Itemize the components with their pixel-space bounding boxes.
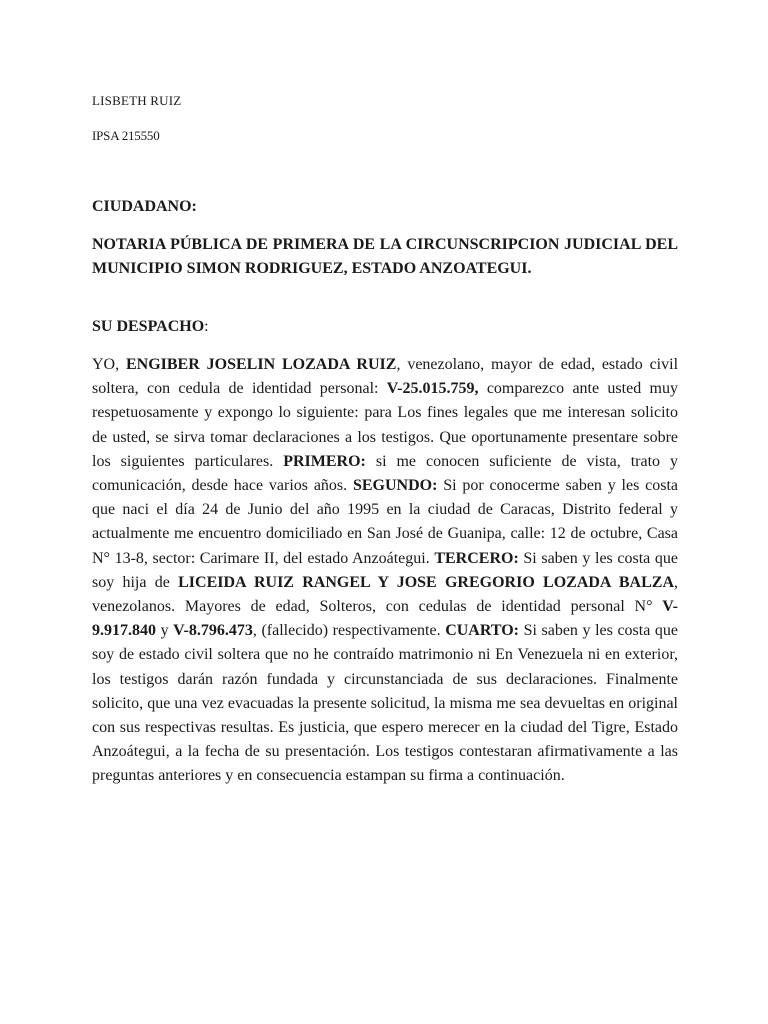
body-text-run: , venezolanos. Mayores de edad, Solteros, con cedulas de identidad personal N°: [92, 573, 678, 616]
addressee-block: NOTARIA PÚBLICA DE PRIMERA DE LA CIRCUNSCRIPCION JUDICIAL DEL MUNICIPIO SIMON RODRIGUEZ, ESTADO ANZOATEGUI.: [92, 236, 678, 277]
sender-id: IPSA 215550: [92, 128, 160, 143]
body-bold-run: ENGIBER JOSELIN LOZADA RUIZ: [125, 356, 397, 373]
body-bold-run: TERCERO:: [434, 549, 519, 567]
body-text-run: Si por conocerme saben y les costa que naci el día 24 de Junio del año 1995 en la ciudad de Caracas, Distrito federal y actualmente me encuentro domiciliado en San José de Guanipa, calle: 12 de octubre, Casa N° 13-8, sector: Carimare II, del estado Anzoátegui.: [92, 477, 678, 567]
body-text-run: si me conocen suficiente de vista, trato y comunicación, desde hace varios años.: [92, 452, 679, 495]
body-bold-run: SEGUNDO:: [352, 477, 438, 495]
body-bold-run: V-8.796.473: [173, 622, 253, 640]
salutation: CIUDADANO:: [92, 198, 197, 215]
body-text-run: Si saben y les costa que soy hija de: [92, 549, 678, 591]
body-text-run: Si saben y les costa que soy de estado civil soltera que no he contraído matrimonio ni En Venezuela ni en exterior, los testigos darán razón fundada y circunstanciada de sus declaraciones. Finalmente solicito, que una vez evacuadas la presente solicitud, la misma me sea devueltas en original con sus respectivas resultas. Es justicia, que espero merecer en la ciudad del Tigre, Estado Anzoátegui, a la fecha de su presentación. Los testigos contestaran afirmativamente a las preguntas anteriores y en consecuencia estampan su firma a continuación.: [92, 622, 679, 785]
body-text-run: , venezolano, mayor de edad, estado civil soltera, con cedula de identidad personal:: [92, 356, 679, 398]
body-text-run: y: [156, 622, 174, 640]
body-text-run: comparezco ante usted muy respetuosamente y expongo lo siguiente: para Los fines legales que me interesan solicito de usted, se sirva tomar declaraciones a los testigos. Que oportunamente presentare sobre los siguientes particulares.: [92, 380, 678, 470]
body-bold-run: CUARTO:: [445, 622, 519, 640]
despacho-line: [92, 318, 209, 336]
body-bold-run: PRIMERO:: [283, 452, 366, 470]
sender-name: LISBETH RUIZ: [92, 93, 182, 108]
body-text-run: YO,: [92, 356, 126, 373]
body-paragraph: [92, 353, 678, 789]
body-text-run: , (fallecido) respectivamente.: [252, 622, 446, 640]
body-bold-run: V-9.917.840: [92, 598, 678, 640]
body-bold-run: LICEIDA RUIZ RANGEL Y JOSE GREGORIO LOZADA BALZA: [178, 573, 674, 591]
despacho-colon: :: [204, 318, 209, 335]
body-bold-run: V-25.015.759,: [386, 380, 479, 398]
despacho-label: SU DESPACHO: [92, 318, 205, 335]
